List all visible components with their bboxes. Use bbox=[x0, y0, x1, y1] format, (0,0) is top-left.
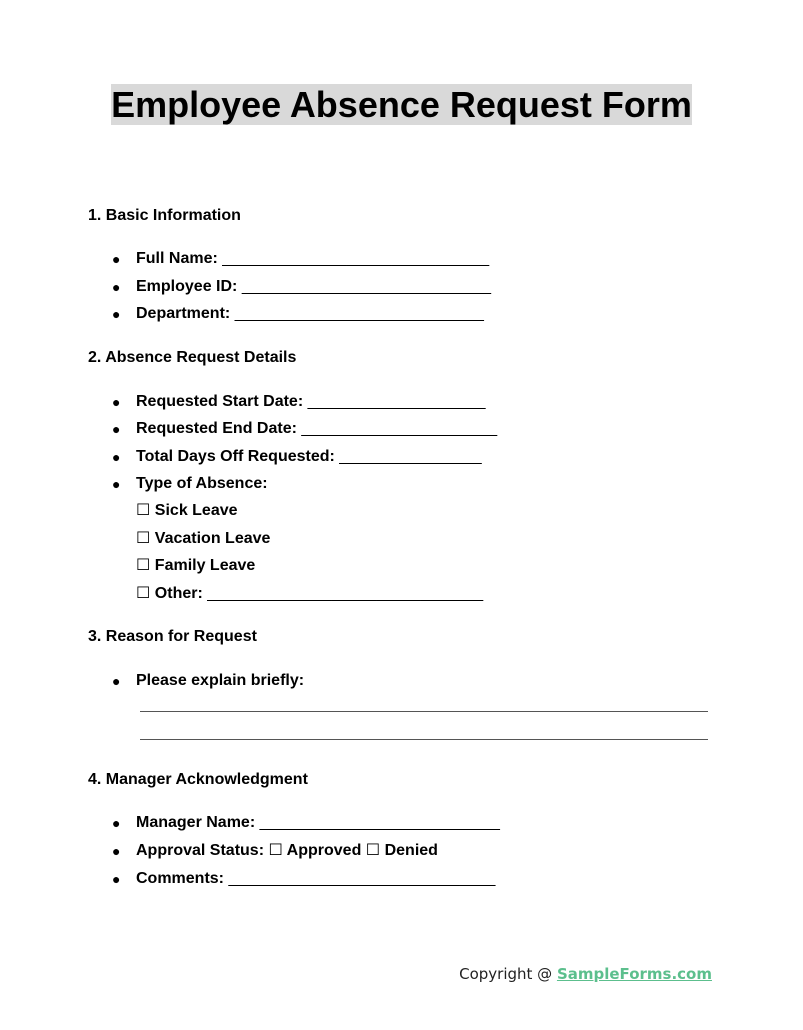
copyright-prefix: Copyright @ bbox=[459, 965, 557, 983]
sick-leave-option[interactable] bbox=[136, 501, 238, 521]
section-heading-basic-information: 1. Basic Information bbox=[88, 207, 241, 224]
denied-option[interactable] bbox=[366, 842, 438, 859]
section-heading-manager: 4. Manager Acknowledgment bbox=[88, 771, 308, 788]
bullet: ● bbox=[112, 815, 121, 831]
total-days-field[interactable] bbox=[136, 447, 482, 467]
comments-label: Comments: bbox=[136, 870, 225, 887]
checkbox-icon[interactable]: ☐ bbox=[136, 557, 151, 574]
bullet: ● bbox=[112, 871, 121, 887]
employee-id-label: Employee ID: bbox=[136, 278, 238, 295]
approval-status-field bbox=[136, 841, 438, 861]
department-field[interactable] bbox=[136, 304, 484, 324]
full-name-blank[interactable]: ______________________________ bbox=[222, 250, 490, 267]
reason-line-1[interactable] bbox=[140, 711, 708, 712]
approved-option[interactable] bbox=[268, 842, 361, 859]
start-date-blank[interactable]: ____________________ bbox=[307, 393, 486, 410]
bullet: ● bbox=[112, 843, 121, 859]
bullet: ● bbox=[112, 673, 121, 689]
bullet: ● bbox=[112, 251, 121, 267]
family-leave-label: Family Leave bbox=[154, 557, 256, 574]
checkbox-icon[interactable]: ☐ bbox=[136, 502, 151, 519]
full-name-label: Full Name: bbox=[136, 250, 218, 267]
bullet: ● bbox=[112, 394, 121, 410]
other-label: Other: bbox=[154, 585, 203, 602]
title-wrapper bbox=[0, 84, 803, 125]
vacation-leave-label: Vacation Leave bbox=[154, 530, 271, 547]
family-leave-option[interactable] bbox=[136, 556, 255, 576]
comments-blank[interactable]: ______________________________ bbox=[228, 870, 496, 887]
bullet: ● bbox=[112, 449, 121, 465]
total-days-blank[interactable]: ________________ bbox=[339, 448, 482, 465]
checkbox-icon[interactable]: ☐ bbox=[365, 842, 381, 859]
checkbox-icon[interactable]: ☐ bbox=[268, 842, 283, 859]
bullet: ● bbox=[112, 279, 121, 295]
end-date-label: Requested End Date: bbox=[136, 420, 297, 437]
start-date-label: Requested Start Date: bbox=[136, 393, 304, 410]
department-label: Department: bbox=[136, 305, 231, 322]
end-date-blank[interactable]: ______________________ bbox=[301, 420, 498, 437]
employee-id-field[interactable] bbox=[136, 277, 491, 297]
bullet: ● bbox=[112, 421, 121, 437]
bullet: ● bbox=[112, 476, 121, 492]
manager-name-blank[interactable]: ___________________________ bbox=[259, 814, 500, 831]
manager-name-field[interactable] bbox=[136, 813, 500, 833]
page-title: Employee Absence Request Form bbox=[111, 84, 692, 125]
other-option[interactable] bbox=[136, 584, 483, 604]
section-heading-reason: 3. Reason for Request bbox=[88, 628, 257, 645]
bullet: ● bbox=[112, 306, 121, 322]
department-blank[interactable]: ____________________________ bbox=[234, 305, 484, 322]
manager-name-label: Manager Name: bbox=[136, 814, 256, 831]
vacation-leave-option[interactable] bbox=[136, 529, 270, 549]
checkbox-icon[interactable]: ☐ bbox=[136, 585, 151, 602]
other-blank[interactable]: _______________________________ bbox=[207, 585, 484, 602]
end-date-field[interactable] bbox=[136, 419, 497, 439]
reason-prompt: Please explain briefly: bbox=[136, 672, 305, 689]
denied-label: Denied bbox=[384, 842, 438, 859]
approval-status-label: Approval Status: bbox=[136, 842, 265, 859]
total-days-label: Total Days Off Requested: bbox=[136, 448, 335, 465]
employee-id-blank[interactable]: ____________________________ bbox=[241, 278, 491, 295]
full-name-field[interactable] bbox=[136, 249, 489, 269]
brand-link[interactable]: SampleForms.com bbox=[556, 965, 712, 983]
sick-leave-label: Sick Leave bbox=[154, 502, 238, 519]
checkbox-icon[interactable]: ☐ bbox=[136, 530, 151, 547]
section-heading-absence-details: 2. Absence Request Details bbox=[88, 349, 297, 366]
approved-label: Approved bbox=[286, 842, 362, 859]
comments-field[interactable] bbox=[136, 869, 495, 889]
copyright-footer bbox=[459, 964, 712, 984]
absence-type-label: Type of Absence: bbox=[136, 475, 268, 492]
start-date-field[interactable] bbox=[136, 392, 486, 412]
reason-line-2[interactable] bbox=[140, 739, 708, 740]
